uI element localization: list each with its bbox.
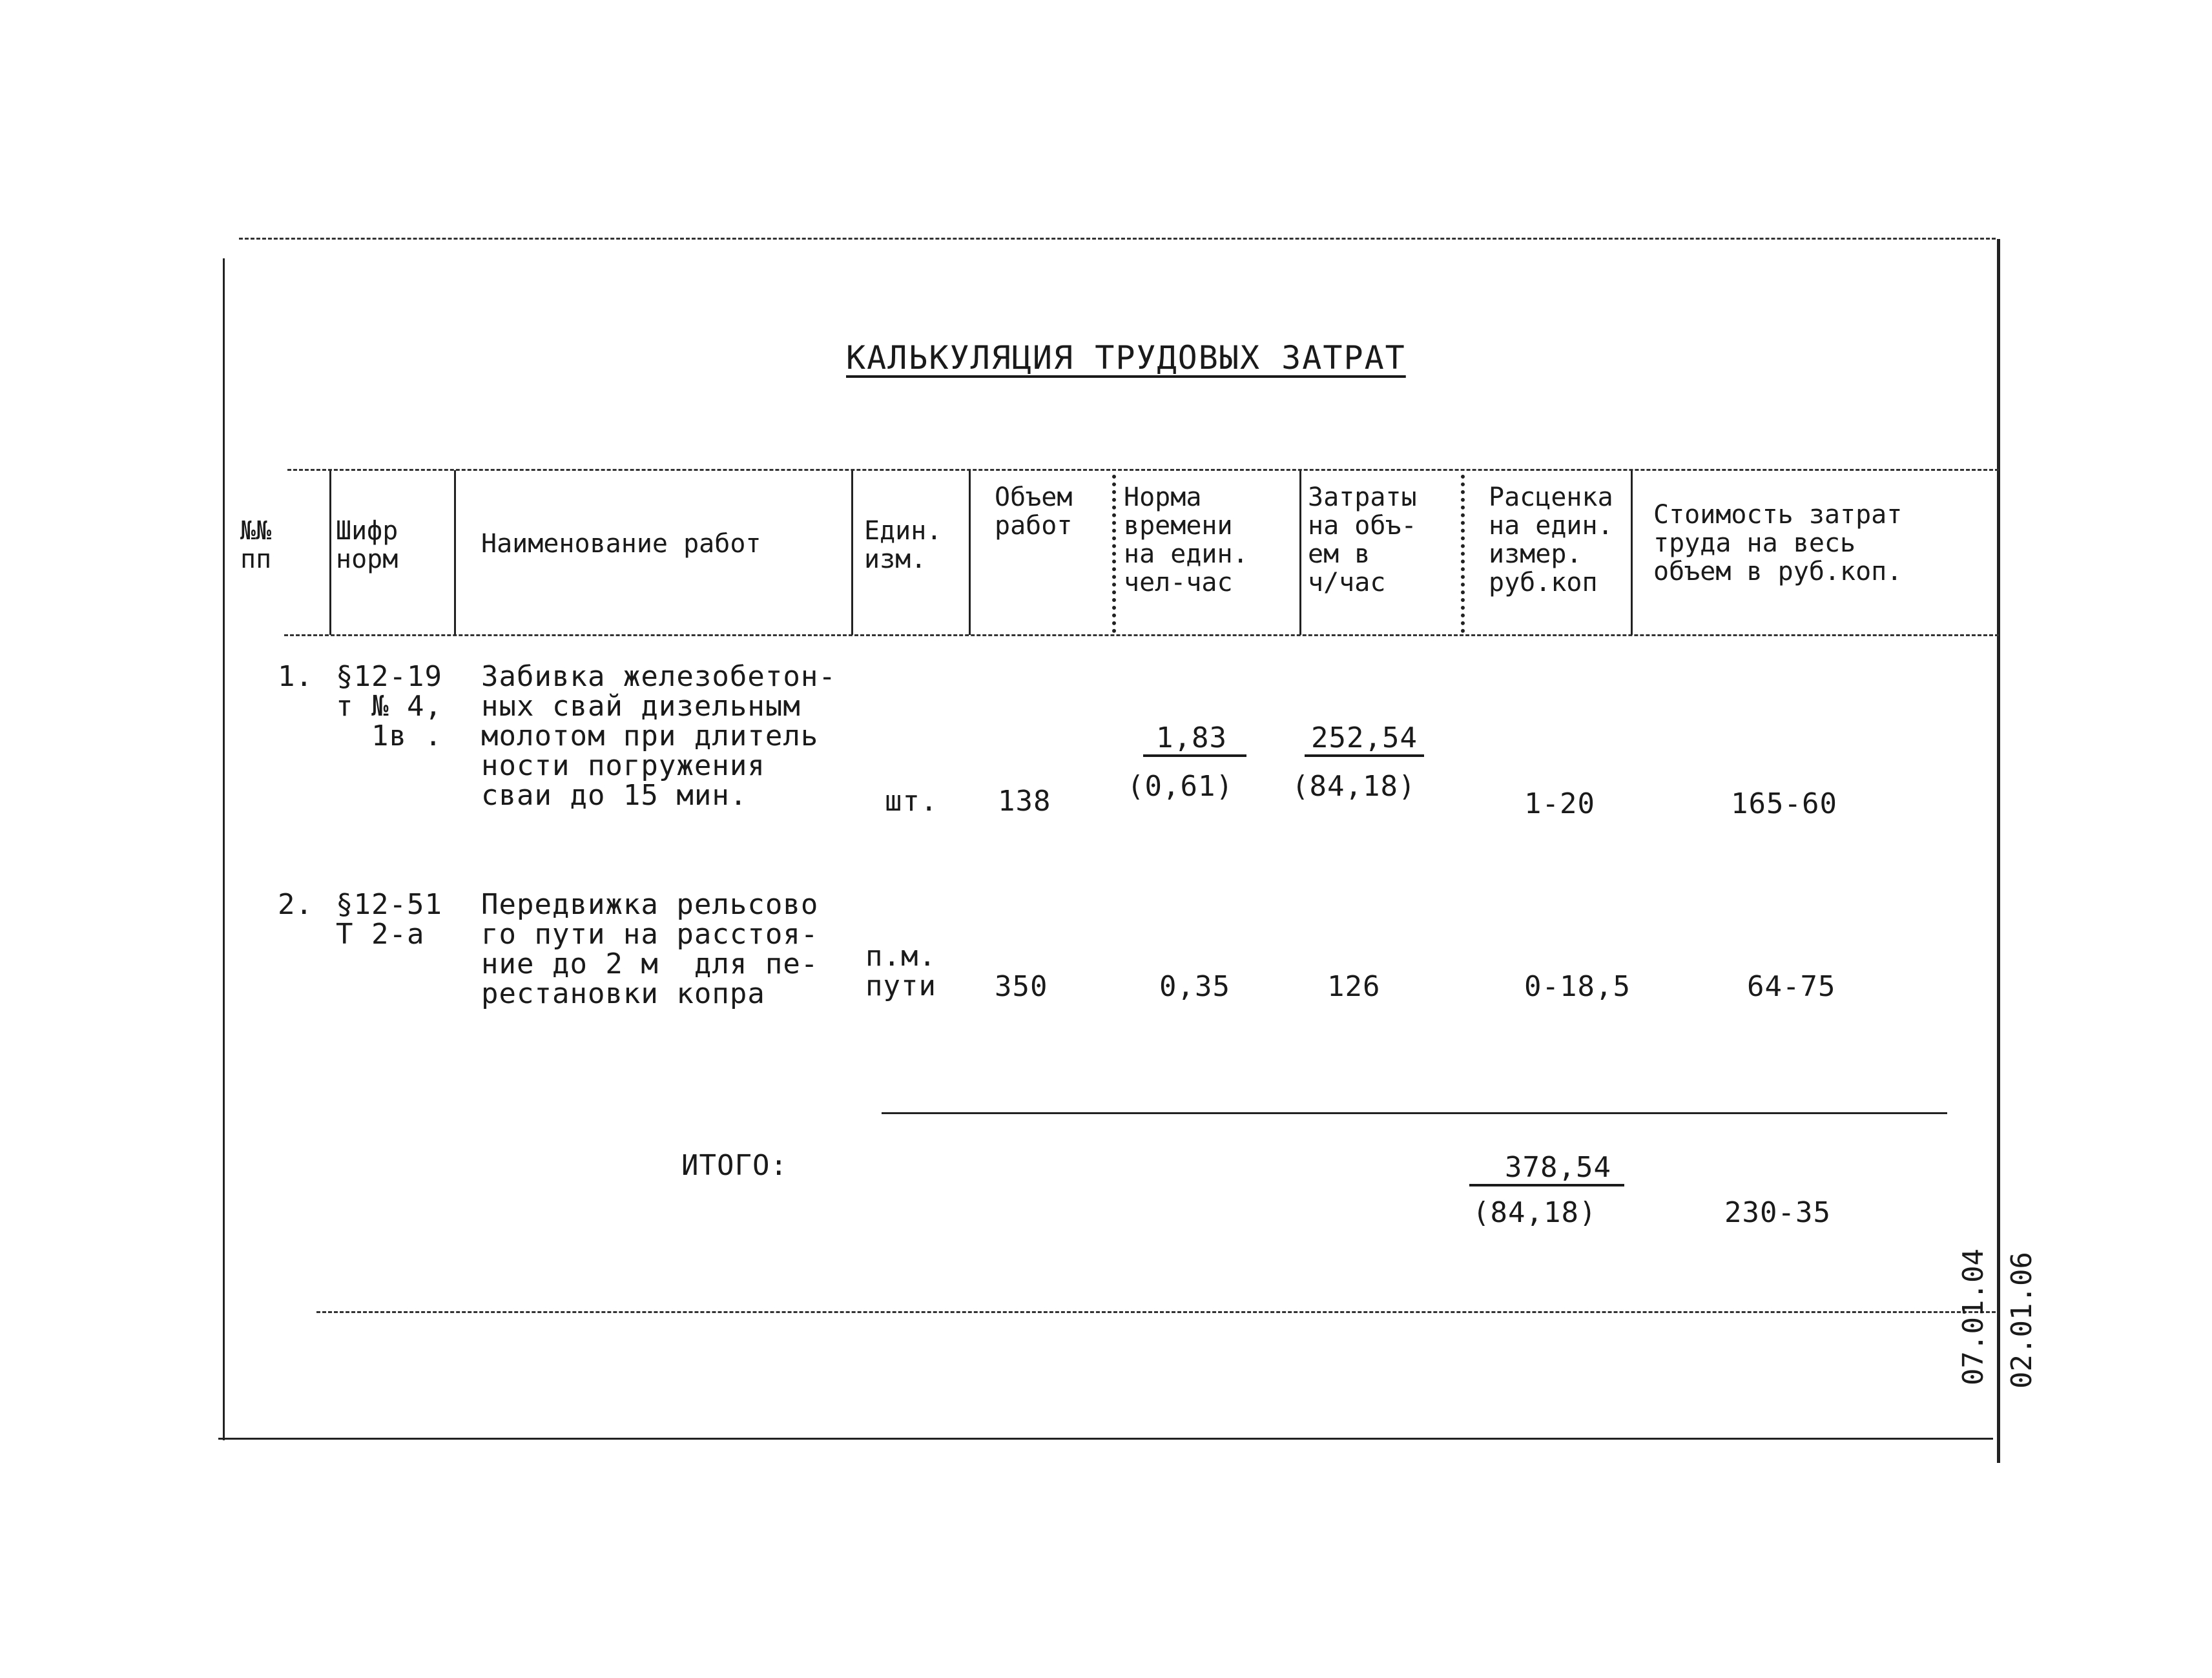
row-code: §12-19 т № 4, 1в .: [336, 660, 442, 752]
summary-cost-main: 378,54: [1469, 1153, 1624, 1186]
row-rate: 1-20: [1524, 787, 1595, 820]
header-cost-time: Затраты на объ- ем в ч/час: [1308, 482, 1417, 597]
table-bottom-line: [316, 1311, 1996, 1313]
archive-stamp-outer: 02.01.06: [2005, 1252, 2038, 1389]
frame-bottom-line: [218, 1438, 1993, 1440]
row-unit: шт.: [885, 785, 938, 818]
row-norm-sub: (0,61): [1127, 770, 1234, 803]
summary-label: ИТОГО:: [681, 1149, 788, 1182]
archive-stamp-inner: 07.01.04: [1957, 1248, 1990, 1385]
row-total: 64-75: [1747, 970, 1836, 1003]
row-volume: 138: [998, 785, 1051, 818]
row-total: 165-60: [1731, 787, 1837, 820]
row-cost-main: 252,54: [1305, 723, 1424, 757]
col-divider-6: [1299, 470, 1301, 635]
header-volume: Объем работ: [995, 482, 1073, 541]
row-num: 1.: [278, 660, 313, 693]
col-divider-8: [1631, 470, 1633, 635]
frame-top-line: [239, 238, 1996, 240]
summary-top-line: [882, 1112, 1947, 1114]
document-title: КАЛЬКУЛЯЦИЯ ТРУДОВЫХ ЗАТРАТ: [846, 339, 1406, 377]
row-norm: 0,35: [1159, 970, 1230, 1003]
col-divider-1: [329, 470, 331, 635]
header-unit: Един. изм.: [864, 516, 942, 574]
frame-left-line: [223, 258, 225, 1440]
row-rate: 0-18,5: [1524, 970, 1631, 1003]
header-rate: Расценка на един. измер. руб.коп: [1489, 482, 1613, 597]
header-total: Стоимость затрат труда на весь объем в руб.коп.: [1653, 500, 1903, 586]
summary-cost-sub: (84,18): [1473, 1196, 1597, 1229]
col-divider-3: [851, 470, 853, 635]
row-name: Передвижка рельсово го пути на расстоя- ние до 2 м для пе- рестановки копра: [481, 888, 819, 1010]
table-header-top-line: [287, 469, 1999, 471]
row-num: 2.: [278, 888, 313, 921]
header-code: Шифр норм: [336, 516, 398, 574]
frame-right-line: [1997, 239, 2000, 1463]
row-cost: 126: [1327, 970, 1381, 1003]
col-divider-4: [969, 470, 971, 635]
row-norm-main: 1,83: [1143, 723, 1246, 757]
row-name: Забивка железобетон- ных свай дизельным молотом при длитель ности погружения сваи до 15 мин.: [481, 660, 836, 812]
summary-total: 230-35: [1724, 1196, 1831, 1229]
col-divider-7: [1461, 475, 1465, 633]
header-num: №№ пп: [240, 516, 272, 574]
row-code: §12-51 Т 2-а: [336, 888, 442, 951]
header-name: Наименование работ: [481, 529, 761, 559]
row-unit: п.м. пути: [865, 940, 936, 1002]
col-divider-5: [1112, 475, 1116, 633]
col-divider-2: [454, 470, 456, 635]
row-volume: 350: [995, 970, 1048, 1003]
row-cost-sub: (84,18): [1292, 770, 1416, 803]
table-header-bottom-line: [284, 634, 1999, 636]
header-norm: Норма времени на един. чел-час: [1124, 482, 1248, 597]
